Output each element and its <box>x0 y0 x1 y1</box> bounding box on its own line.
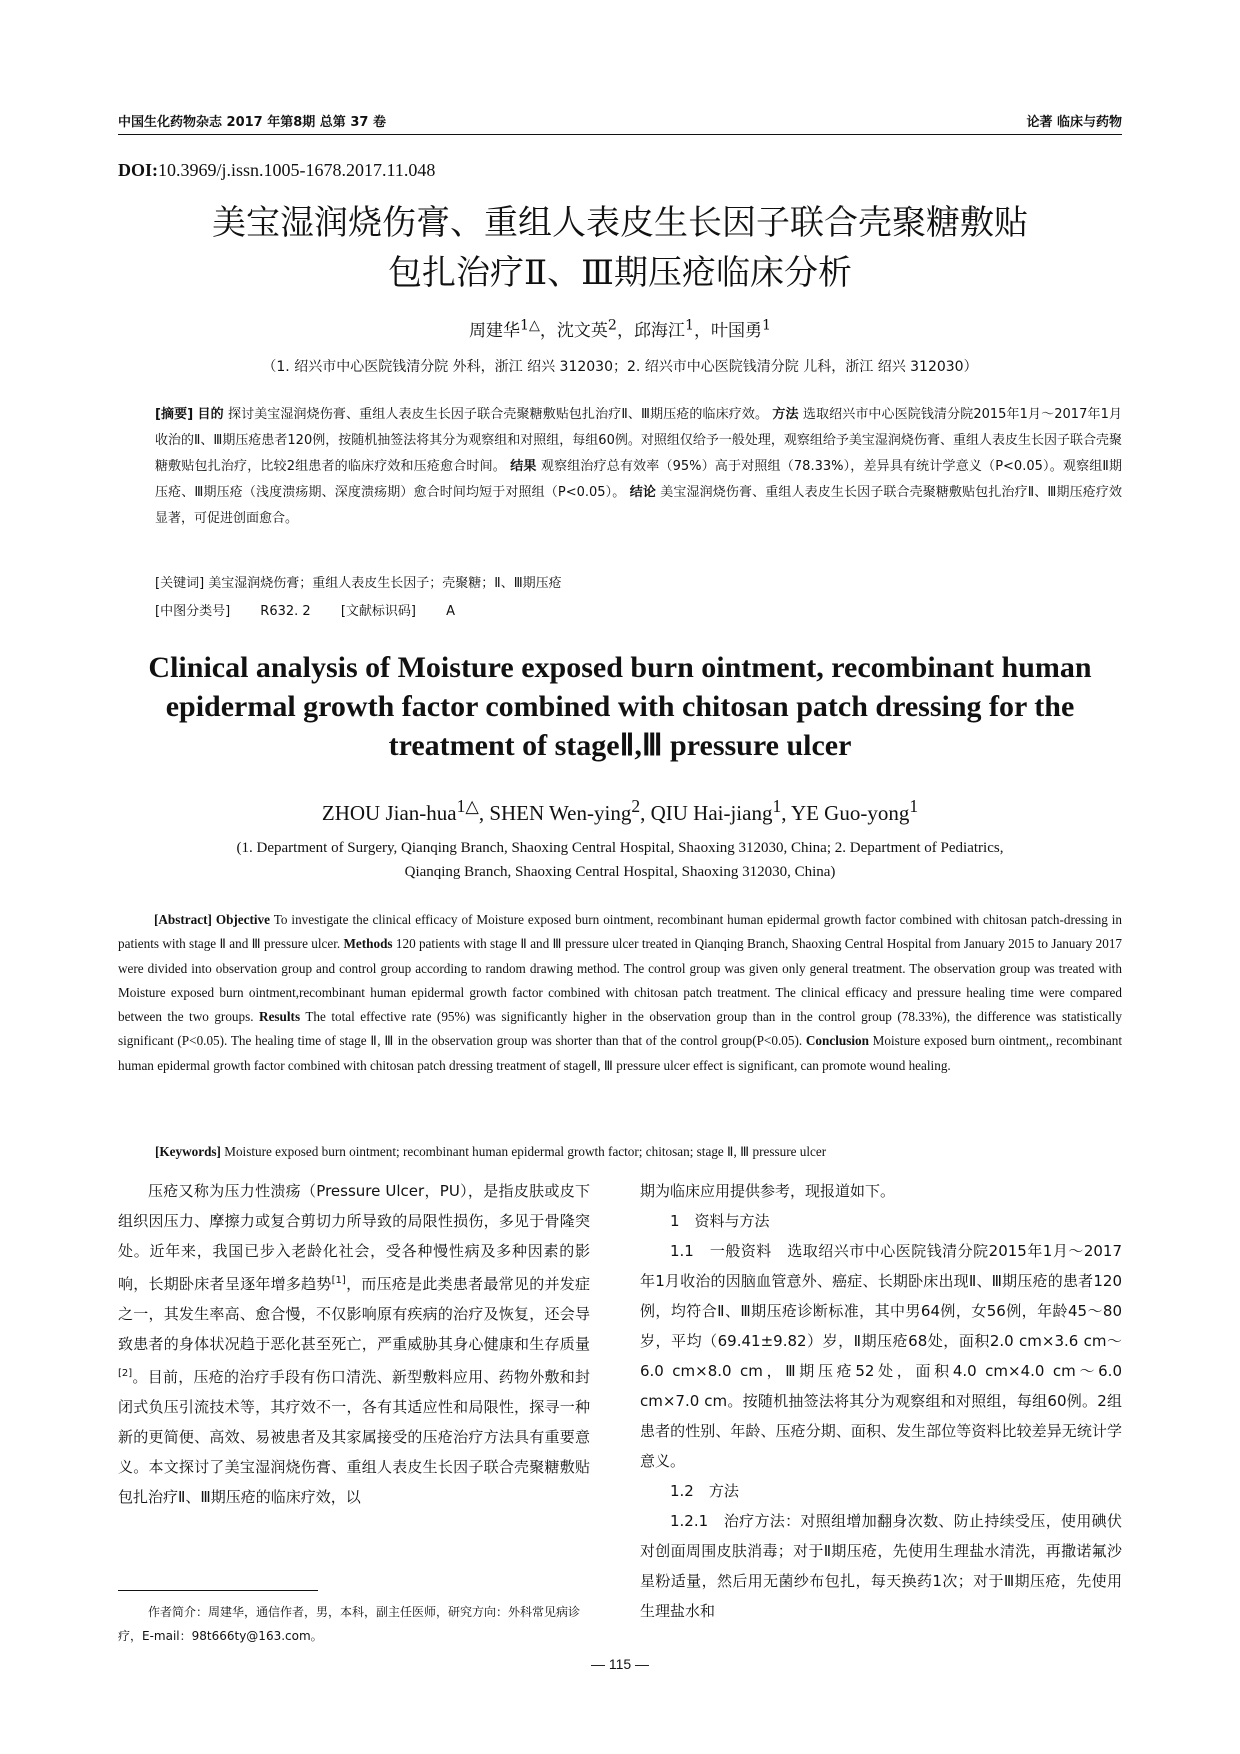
objective-text: 探讨美宝湿润烧伤膏、重组人表皮生长因子联合壳聚糖敷贴包扎治疗Ⅱ、Ⅲ期压疮的临床疗效。 <box>227 407 769 422</box>
running-header <box>118 111 1122 133</box>
methods-label: Methods <box>343 936 393 952</box>
article-section: 论著 临床与药物 <box>1026 115 1122 130</box>
methods-text: 选取绍兴市中心医院钱清分院2015年1月～2017年1月收治的Ⅱ、Ⅲ期压疮患者120例，按随机抽签法将其分为观察组和对照组，每组60例。对照组仅给予一般处理，观察组给予美宝湿润烧伤膏、重组人表皮生长因子联合壳聚糖敷贴包扎治疗，比较2组患者的临床疗效和压疮愈合时间。 <box>155 407 1122 474</box>
conclusion-text: 美宝湿润烧伤膏、重组人表皮生长因子联合壳聚糖敷贴包扎治疗Ⅱ、Ⅲ期压疮疗效显著，可促进创面愈合。 <box>155 485 1122 526</box>
author-affil-mark: 1 <box>761 317 771 334</box>
keywords-label: [Keywords] <box>155 1144 221 1159</box>
clc-label: [中图分类号] <box>155 604 231 619</box>
english-title-line-1: Clinical analysis of Moisture exposed burn ointment, recombinant human <box>148 651 1092 684</box>
abstract-label: [摘要] <box>155 407 194 422</box>
body-column-right <box>640 1176 1122 1626</box>
intro-text: 压疮又称为压力性溃疡（Pressure Ulcer，PU），是指皮肤或皮下组织因压力、摩擦力或复合剪切力所导致的局限性损伤，多见于骨隆突处。近年来，我国已步入老龄化社会，受各种慢性病及多种因素的影响，长期卧床者呈逐年增多趋势 <box>118 1182 590 1293</box>
intro-paragraph <box>118 1176 590 1512</box>
english-authors <box>0 796 1240 826</box>
english-affiliation-line-1: (1. Department of Surgery, Qianqing Branch, Shaoxing Central Hospital, Shaoxing 312030, China; 2. Department of Pediatrics, <box>236 840 1004 856</box>
author-name: ZHOU Jian-hua <box>321 801 457 825</box>
english-title-line-2: epidermal growth factor combined with chitosan patch dressing for the <box>165 690 1075 723</box>
author-name: , QIU Hai-jiang <box>640 801 773 825</box>
chinese-authors <box>0 316 1240 341</box>
author-name: 沈文英 <box>556 321 608 341</box>
author-name: 叶国勇 <box>710 321 762 341</box>
author-separator: ， <box>539 321 557 341</box>
results-text: 观察组治疗总有效率（95%）高于对照组（78.33%），差异具有统计学意义（P<0.05）。观察组Ⅱ期压疮、Ⅲ期压疮（浅度溃疡期、深度溃疡期）愈合时间均短于对照组（P<0.05）。 <box>155 459 1122 500</box>
methods-label: 方法 <box>772 407 799 422</box>
body-column-left <box>118 1176 590 1512</box>
english-keywords <box>155 1144 1122 1160</box>
page-number: — 115 — <box>590 1656 650 1672</box>
conclusion-label: 结论 <box>629 485 656 500</box>
treatment-methods-paragraph: 1.2.1 治疗方法：对照组增加翻身次数、防止持续受压，使用碘伏对创面周围皮肤消毒；对于Ⅱ期压疮，先使用生理盐水清洗，再撒诺氟沙星粉适量，然后用无菌纱布包扎，每天换药1次；对于Ⅲ期压疮，先使用生理盐水和 <box>640 1512 1122 1620</box>
clc-value: R632. 2 <box>260 604 311 619</box>
keywords-label: [关键词] <box>155 576 205 591</box>
intro-continuation: 期为临床应用提供参考，现报道如下。 <box>640 1182 896 1200</box>
author-name: , SHEN Wen-ying <box>478 801 632 825</box>
header-rule <box>118 134 1122 135</box>
conclusion-text: Moisture exposed burn ointment,, recombinant human epidermal growth factor combined with chitosan patch dressing treatment of stageⅡ, Ⅲ pressure ulcer effect is significant, can promote wound healing. <box>118 1033 1123 1073</box>
footnote-rule <box>118 1590 318 1591</box>
chinese-abstract <box>155 402 1122 532</box>
chinese-title <box>118 198 1122 298</box>
chinese-affiliation: （1. 绍兴市中心医院钱清分院 外科，浙江 绍兴 312030；2. 绍兴市中心医院钱清分院 儿科，浙江 绍兴 312030） <box>262 359 978 375</box>
keywords-text: 美宝湿润烧伤膏；重组人表皮生长因子；壳聚糖；Ⅱ、Ⅲ期压疮 <box>208 576 562 591</box>
methods-text: 120 patients with stage Ⅱ and Ⅲ pressure ulcer treated in Qianqing Branch, Shaoxing Central Hospital from January 2015 to January 2017 were divided into observation group and control group according to random drawing method. The control group was given only general treatment. The observation group was treated with Moisture exposed burn ointment,recombinant human epidermal growth factor combined with chitosan patch treatment. The clinical efficacy and pressure healing time were compared between the two groups. <box>118 936 1123 1025</box>
english-title-line-3: treatment of stageⅡ,Ⅲ pressure ulcer <box>388 729 852 762</box>
author-name: 周建华 <box>469 321 521 341</box>
author-separator: ， <box>616 321 634 341</box>
conclusion-label: Conclusion <box>805 1033 869 1049</box>
english-affiliation <box>118 836 1122 884</box>
objective-label: 目的 <box>197 407 224 422</box>
objective-label: Objective <box>215 912 271 927</box>
keywords-text: Moisture exposed burn ointment; recombinant human epidermal growth factor; chitosan; stage Ⅱ, Ⅲ pressure ulcer <box>224 1144 827 1159</box>
author-affil-mark: 1 <box>772 796 782 816</box>
author-affil-mark: 2 <box>631 796 641 816</box>
journal-citation: 中国生化药物杂志 2017 年第8期 总第 37 卷 <box>118 115 386 130</box>
doi-link[interactable]: 10.3969/j.issn.1005-1678.2017.11.048 <box>158 160 436 180</box>
intro-text: ，而压疮是此类患者最常见的并发症之一，其发生率高、愈合慢，不仅影响原有疾病的治疗及恢复，还会导致患者的身体状况趋于恶化甚至死亡，严重威胁其身心健康和生存质量 <box>118 1275 590 1353</box>
author-name: 邱海江 <box>633 321 685 341</box>
english-abstract <box>118 908 1122 1078</box>
doi-line <box>118 160 435 181</box>
author-name: , YE Guo-yong <box>781 801 910 825</box>
author-separator: ， <box>693 321 711 341</box>
author-affil-mark: 1 <box>684 317 694 334</box>
chinese-keywords <box>155 572 1122 591</box>
general-data-paragraph: 1.1 一般资料 选取绍兴市中心医院钱清分院2015年1月～2017年1月收治的因脑血管意外、癌症、长期卧床出现Ⅱ、Ⅲ期压疮的患者120例，均符合Ⅱ、Ⅲ期压疮诊断标准，其中男64例，女56例，年龄45～80岁，平均（69.41±9.82）岁，Ⅱ期压疮68处，面积2.0 cm×3.6 cm～6.0 cm×8.0 cm，Ⅲ期压疮52处，面积4.0 cm×4.0 cm～6.0 cm×7.0 cm。按随机抽签法将其分为观察组和对照组，每组60例。2组患者的性别、年龄、压疮分期、面积、发生部位等资料比较差异无统计学意义。 <box>640 1242 1122 1470</box>
objective-text: To investigate the clinical efficacy of Moisture exposed burn ointment, recombinant human epidermal growth factor combined with chitosan patch-dressing in patients with stage Ⅱ and Ⅲ pressure ulcer. <box>118 912 1123 952</box>
author-affil-mark: 2 <box>607 317 617 334</box>
citation-2[interactable]: [2] <box>118 1368 133 1379</box>
classification-line <box>155 600 1122 619</box>
results-text: The total effective rate (95%) was significantly higher in the observation group than in the control group (78.33%), the difference was statistically significant (P<0.05). The healing time of stage Ⅱ, Ⅲ in the observation group was shorter than that of the control group(P<0.05). <box>118 1009 1123 1049</box>
section-heading-1-2: 1.2 方法 <box>670 1482 739 1500</box>
author-affil-mark: 1△ <box>520 317 540 334</box>
chinese-title-line-2: 包扎治疗Ⅱ、Ⅲ期压疮临床分析 <box>388 253 852 293</box>
doi-label: DOI: <box>118 160 158 180</box>
author-affil-mark: 1△ <box>456 796 479 816</box>
author-affil-mark: 1 <box>909 796 919 816</box>
results-label: Results <box>259 1009 301 1025</box>
section-heading-1: 1 资料与方法 <box>670 1212 770 1230</box>
citation-1[interactable]: [1] <box>331 1275 346 1286</box>
results-label: 结果 <box>510 459 537 474</box>
doc-code-label: [文献标识码] <box>340 604 416 619</box>
chinese-title-line-1: 美宝湿润烧伤膏、重组人表皮生长因子联合壳聚糖敷贴 <box>212 203 1028 243</box>
author-footnote: 作者简介：周建华，通信作者，男，本科，副主任医师，研究方向：外科常见病诊疗，E-mail：98t666ty@163.com。 <box>118 1605 581 1643</box>
english-affiliation-line-2: Qianqing Branch, Shaoxing Central Hospital, Shaoxing 312030, China) <box>404 864 836 880</box>
abstract-label: [Abstract] <box>154 912 212 927</box>
doc-code-value: A <box>446 604 456 619</box>
intro-text: 。目前，压疮的治疗手段有伤口清洗、新型敷料应用、药物外敷和封闭式负压引流技术等，其疗效不一，各有其适应性和局限性，探寻一种新的更简便、高效、易被患者及其家属接受的压疮治疗方法具有重要意义。本文探讨了美宝湿润烧伤膏、重组人表皮生长因子联合壳聚糖敷贴包扎治疗Ⅱ、Ⅲ期压疮的临床疗效，以 <box>118 1368 590 1506</box>
english-title <box>118 648 1122 765</box>
